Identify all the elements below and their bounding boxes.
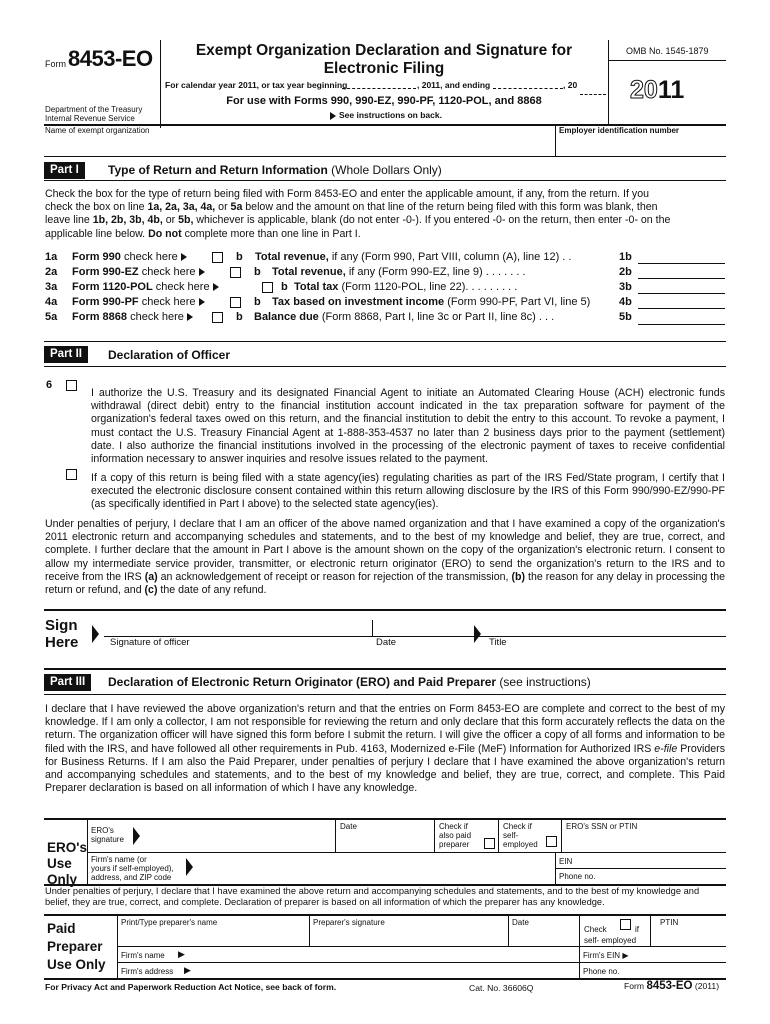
org-name-label: Name of exempt organization: [45, 126, 150, 135]
also-paid-preparer-checkbox[interactable]: [484, 838, 495, 849]
catalog-number: Cat. No. 36606Q: [469, 983, 534, 993]
ero-self-employed-checkbox[interactable]: [546, 836, 557, 847]
firm-name-label: Firm's name (or yours if self-employed), address, and ZIP code: [91, 855, 174, 882]
form-990-checkbox[interactable]: [212, 252, 223, 263]
part3-title: Declaration of Electronic Return Originator (ERO) and Paid Preparer (see instructions): [108, 675, 591, 689]
form-title-line1: Exempt Organization Declaration and Signature for: [195, 42, 573, 59]
part2-title: Declaration of Officer: [108, 348, 231, 362]
line-4a-label: Form 990-PF check here: [72, 296, 208, 309]
firms-ein-label: Firm's EIN ▶: [583, 951, 629, 960]
ero-firm-name-field[interactable]: [196, 854, 554, 882]
dept-treasury: Department of the Treasury: [45, 105, 143, 114]
firms-name-label: Firm's name: [121, 951, 165, 960]
arrow-right-icon: [199, 298, 205, 306]
line-5b-amount-field[interactable]: [638, 324, 725, 325]
line-ref-2b: 2b: [619, 266, 632, 278]
preparer-penalty-text: Under penalties of perjury, I declare that I have examined the above return and accompanying schedules and statements, and to the best of my knowledge and belief, they are true, correct, and complete. Declaration of preparer is based on all information of which the preparer has any knowledge.: [45, 886, 700, 907]
line-num-2a: 2a: [45, 266, 58, 278]
line-4b-desc: Tax based on investment income (Form 990-PF, Part VI, line 5): [272, 296, 591, 308]
arrow-right-icon: [213, 283, 219, 291]
line-5b-letter: b: [236, 311, 243, 323]
arrow-right-icon: [474, 625, 481, 643]
ero-signature-label: ERO's signature: [91, 826, 124, 844]
line-3b-letter: b: [281, 281, 288, 293]
check-if-self-employed-label: Check if self- employed: [503, 822, 538, 849]
check-self-employed-label: Check: [584, 925, 607, 934]
calendar-line-a: For calendar year 2011, or tax year beginning: [165, 80, 348, 90]
arrow-right-icon: ▶: [178, 949, 185, 959]
line-2b-amount-field[interactable]: [638, 278, 725, 279]
ero-ssn-ptin-field[interactable]: [563, 832, 723, 850]
line-5b-desc: Balance due (Form 8868, Part I, line 3c or Part II, line 8c) . . .: [254, 311, 555, 323]
preparer-signature-field[interactable]: [311, 928, 506, 944]
ach-authorization-checkbox[interactable]: [66, 380, 77, 391]
tax-year-begin-field[interactable]: [342, 88, 416, 89]
preparer-signature-label: Preparer's signature: [313, 918, 385, 927]
ero-declaration-text: I declare that I have reviewed the above organization's return and that the entries on Form 8453-EO are complete and correct to the best of my knowledge. If I am only a collector, I am not responsible for reviewing the return and only declare that this form accurately reflects the data on the return. The organization officer will have signed this form before I submit the return. I will give the officer a copy of all forms and information to be filed with the IRS, and have followed all other requirements in Pub. 4163, Modernized e-File (MeF) Information for Authorized IRS e-file Providers for Business Returns. If I am also the Paid Preparer, under penalties of perjury I declare that I have examined the above organization's return and accompanying schedules and statements, and to the best of my knowledge and belief, they are true, correct, and complete. This Paid Preparer declaration is based on all information of which I have any knowledge.: [45, 703, 725, 795]
ptin-field[interactable]: [652, 928, 724, 944]
ero-signature-field[interactable]: [143, 822, 333, 850]
line-ref-1b: 1b: [619, 251, 632, 263]
part1-label: Part I: [44, 162, 85, 179]
arrow-right-icon: [181, 253, 187, 261]
sign-label: Sign: [45, 617, 78, 634]
signature-of-officer-label: Signature of officer: [110, 637, 190, 648]
calendar-line-c: , 20: [563, 80, 578, 90]
if-label: if: [635, 925, 639, 934]
line-2b-desc: Total revenue, if any (Form 990-EZ, line 9) . . . . . . .: [272, 266, 526, 278]
paid-preparer-use-only-label: Paid Preparer Use Only: [47, 921, 106, 972]
officer-title-field[interactable]: [486, 616, 724, 636]
arrow-right-icon: [187, 313, 193, 321]
firm-address-field[interactable]: [198, 964, 576, 978]
line-4b-letter: b: [254, 296, 261, 308]
form-8868-checkbox[interactable]: [212, 312, 223, 323]
arrow-right-icon: [92, 625, 99, 643]
here-label: Here: [45, 634, 79, 651]
line-ref-3b: 3b: [619, 281, 632, 293]
preparer-phone-label: Phone no.: [583, 967, 620, 976]
form-word: Form: [45, 59, 66, 69]
instructions-note: See instructions on back.: [330, 110, 442, 120]
ach-authorization-text: I authorize the U.S. Treasury and its designated Financial Agent to initiate an Automated Clearing House (ACH) electronic funds withdrawal (direct debit) entry to the financial institution account indicated in the tax preparation software for payment of the organization's federal taxes owed on this return, and the financial institution to debit the entry to this account. To revoke a payment, I must contact the U.S. Treasury Financial Agent at 1-888-353-4537 no later than 2 business days prior to the payment (settlement) date. I also authorize the financial institutions involved in the processing of the electronic payment of taxes to receive confidential information necessary to answer inquiries and resolve issues related to the payment.: [91, 387, 725, 466]
print-preparer-name-label: Print/Type preparer's name: [121, 918, 218, 927]
ero-use-only-label: ERO's Use Only: [47, 840, 87, 887]
officer-signature-field[interactable]: [105, 616, 367, 636]
form-990pf-checkbox[interactable]: [230, 297, 241, 308]
line-4b-amount-field[interactable]: [638, 308, 725, 309]
arrow-right-icon: [199, 268, 205, 276]
use-line: For use with Forms 990, 990-EZ, 990-PF, 1120-POL, and 8868: [226, 95, 542, 107]
ero-ein-label: EIN: [559, 857, 573, 866]
line-3a-label: Form 1120-POL check here: [72, 281, 222, 294]
line-1b-amount-field[interactable]: [638, 263, 725, 264]
form-1120pol-checkbox[interactable]: [262, 282, 273, 293]
ero-date-label: Date: [340, 822, 357, 831]
check-if-paid-preparer-label: Check if also paid preparer: [439, 822, 472, 849]
ero-ssn-ptin-label: ERO's SSN or PTIN: [566, 822, 638, 831]
preparer-date-label: Date: [512, 918, 529, 927]
preparer-name-field[interactable]: [119, 928, 307, 944]
part2-label: Part II: [44, 346, 88, 363]
line-3b-amount-field[interactable]: [638, 293, 725, 294]
title-label: Title: [489, 637, 507, 648]
arrow-right-icon: [330, 112, 336, 120]
date-label: Date: [376, 637, 397, 648]
state-filing-checkbox[interactable]: [66, 469, 77, 480]
line-5a-label: Form 8868 check here: [72, 311, 196, 324]
arrow-right-icon: [186, 858, 193, 876]
line-3b-desc: Total tax (Form 1120-POL, line 22). . . . . . . . .: [294, 281, 518, 293]
part3-label: Part III: [44, 674, 91, 691]
ptin-label: PTIN: [660, 918, 679, 927]
line-num-3a: 3a: [45, 281, 58, 293]
line-ref-4b: 4b: [619, 296, 632, 308]
firms-address-label: Firm's address: [121, 967, 174, 976]
line-1a-label: Form 990 check here: [72, 251, 190, 264]
ero-phone-label: Phone no.: [559, 872, 596, 881]
ein-label: Employer identification number: [559, 126, 680, 135]
ein-field[interactable]: [558, 136, 724, 154]
arrow-right-icon: ▶: [184, 965, 191, 975]
omb-number: OMB No. 1545-1879: [626, 46, 709, 56]
line-2b-letter: b: [254, 266, 261, 278]
line-ref-5b: 5b: [619, 311, 632, 323]
firm-name-field[interactable]: [192, 948, 576, 962]
tax-year: 2011: [630, 76, 685, 104]
tax-year-end-field[interactable]: [493, 88, 563, 89]
privacy-notice: For Privacy Act and Paperwork Reduction Act Notice, see back of form.: [45, 982, 337, 992]
state-filing-text: If a copy of this return is being filed with a state agency(ies) regulating charities as part of the IRS Fed/State program, I certify that I executed the electronic disclosure consent contained within this return allowing disclosure by the IRS of this Form 990/990-EZ/990-PF (as specifically identified in Part I above) to the selected state agency(ies).: [91, 472, 725, 511]
calendar-line-b: , 2011, and ending: [417, 80, 491, 90]
form-number: 8453-EO: [68, 46, 153, 71]
form-990ez-checkbox[interactable]: [230, 267, 241, 278]
preparer-self-employed-checkbox[interactable]: [620, 919, 631, 930]
self-employed-label: self- employed: [584, 936, 637, 945]
line-1b-letter: b: [236, 251, 243, 263]
line-num-1a: 1a: [45, 251, 58, 263]
part1-title: Type of Return and Return Information (Whole Dollars Only): [108, 163, 442, 177]
officer-penalty-text: Under penalties of perjury, I declare that I am an officer of the above named organization and that I have examined a copy of the organization's 2011 electronic return and accompanying schedules and statements, and to the best of my knowledge and belief, they are true, correct, and complete. I further declare that the amount in Part I above is the amount shown on the copy of the organization's electronic return. I consent to allow my intermediate service provider, transmitter, or electronic return originator (ERO) to send the organization's return to the IRS and to receive from the IRS (a) an acknowledgement of receipt or reason for rejection of the transmission, (b) the reason for any delay in processing the return or refund, and (c) the date of any refund.: [45, 518, 726, 597]
footer-form-id: Form 8453-EO (2011): [624, 980, 720, 992]
line-num-4a: 4a: [45, 296, 58, 308]
part1-intro: Check the box for the type of return being filed with Form 8453-EO and enter the applicable amount, if any, from the return. If you check the box on line 1a, 2a, 3a, 4a, or 5a below and the amount on that line of the return being filed with this form was blank, then leave line 1b, 2b, 3b, 4b, or 5b, whichever is applicable, blank (do not enter -0-). If you entered -0- on the return, then enter -0- on the applicable line below. Do not complete more than one line in Part I.: [45, 188, 671, 240]
line-6-number: 6: [46, 379, 53, 391]
line-2a-label: Form 990-EZ check here: [72, 266, 208, 279]
org-name-field[interactable]: [45, 136, 553, 154]
officer-date-field[interactable]: [374, 616, 466, 636]
form-title-line2: Electronic Filing: [323, 60, 445, 77]
line-1b-desc: Total revenue, if any (Form 990, Part VIII, column (A), line 12) . .: [255, 251, 572, 263]
line-num-5a: 5a: [45, 311, 58, 323]
dept-irs: Internal Revenue Service: [45, 114, 135, 123]
arrow-right-icon: [133, 827, 140, 845]
